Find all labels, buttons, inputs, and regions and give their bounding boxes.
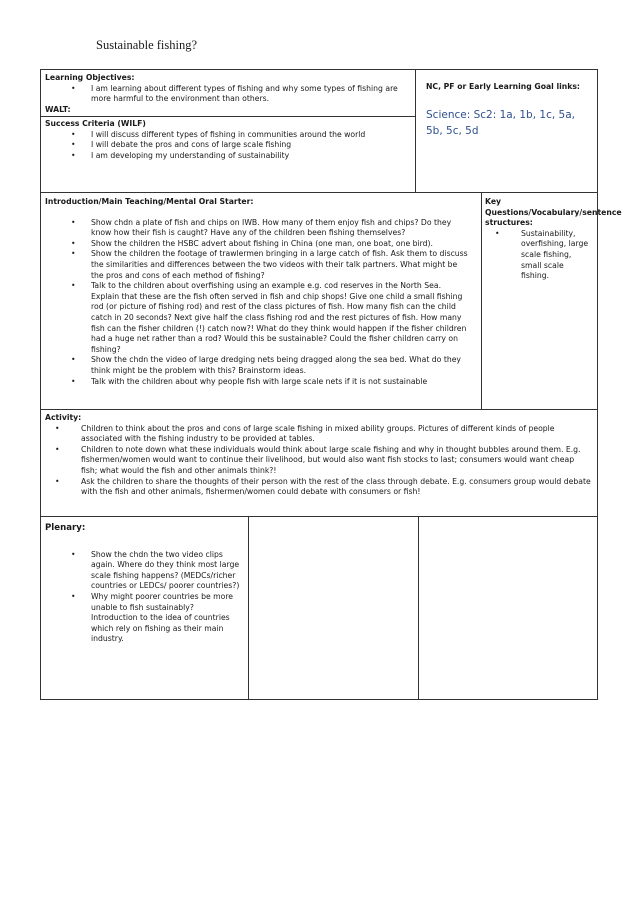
intro-heading: Introduction/Main Teaching/Mental Oral Starter: [45,197,254,206]
list-item: • Children to note down what these individuals would think about large scale fishing and why in thought bubbles around them. E.g. fishermen/women would want to continue their livelihood, but would also want fish stocks to last; consumers would want cheap fish; what would the fish and other animals think?! [45,445,591,477]
list-item: • I am developing my understanding of sustainability [45,151,411,162]
list-item: • Show the chdn the video of large dredging nets being dragged along the sea bed. What do they think might be the problem with this? Brainstorm ideas. [45,355,469,376]
introduction-cell [40,192,482,410]
walt-label: WALT: [45,104,71,114]
key-questions-cell [481,192,622,410]
plenary-blank-cell-1 [248,516,419,700]
list-item: • I am learning about different types of fishing and why some types of fishing are more harmful to the environment than others. [45,84,411,105]
nc-links-cell [415,69,598,193]
objectives-heading: Learning Objectives: [45,73,135,82]
success-list [45,130,411,162]
activity-list [45,424,591,498]
success-heading: Success Criteria (WILF) [45,119,146,128]
plenary-cell [40,516,249,700]
list-item: • Ask the children to share the thoughts of their person with the rest of the class through debate. E.g. consumers group would debate with the fish and other animals, fishermen/women could debate with consumers or fish! [45,477,591,498]
activity-heading: Activity: [45,413,82,422]
list-item: • Talk to the children about overfishing using an example e.g. cod reserves in the North Sea. Explain that these are the fish often served in fish and chip shops! Give one child a small fishing rod (or picture of fishing rod) and rest of the class pictures of fish. How many fish can the child catch in 20 seconds? Next give half the class fishing rod and the rest pictures of fish. How many fish can the fisher children (!) catch now?! What do they think would happen if the fisher children had a huge net rather than a rod? Would this be sustainable? Could the fisher children carry on fishing? [45,281,469,355]
nc-links-heading: NC, PF or Early Learning Goal links: [426,82,580,91]
list-item: • Children to think about the pros and cons of large scale fishing in mixed ability groups. Pictures of different kinds of people associated with the fishing industry to be provided at tables. [45,424,591,445]
list-item: • Show the children the HSBC advert about fishing in China (one man, one boat, one bird). [45,239,469,250]
intro-list [45,218,469,388]
activity-cell [40,409,598,517]
list-item: • Why might poorer countries be more unable to fish sustainably? Introduction to the idea of countries which rely on fishing as their main industry. [45,592,242,645]
list-item: • I will discuss different types of fishing in communities around the world [45,130,411,141]
success-criteria-cell [40,116,416,193]
list-item: • Sustainability, overfishing, large scale fishing, small scale fishing. [485,229,593,282]
page-title: Sustainable fishing? [96,38,198,52]
list-item: • Show chdn a plate of fish and chips on IWB. How many of them enjoy fish and chips? Do they know how their fish is caught? Have any of the children been fishing themselves? [45,218,469,239]
list-item: • Show the children the footage of trawlermen bringing in a large catch of fish. Ask them to discuss the similarities and differences between the two videos with their talk partners. What might be the pros and cons of each method of fishing? [45,249,469,281]
list-item: • Show the chdn the two video clips again. Where do they think most large scale fishing happens? (MEDCs/richer countries or LEDCs/ poorer countries?) [45,550,242,592]
nc-links-text: Science: Sc2: 1a, 1b, 1c, 5a, 5b, 5c, 5d [426,108,575,137]
objectives-list [45,84,411,105]
list-item: • Talk with the children about why people fish with large scale nets if it is not sustainable [45,377,469,388]
plenary-blank-cell-2 [418,516,598,700]
learning-objectives-cell [40,69,416,117]
list-item: • I will debate the pros and cons of large scale fishing [45,140,411,151]
key-heading: Key Questions/Vocabulary/sentence structures: [485,197,622,228]
plenary-heading: Plenary: [45,523,86,533]
key-list [485,229,593,282]
plenary-list [45,550,242,645]
